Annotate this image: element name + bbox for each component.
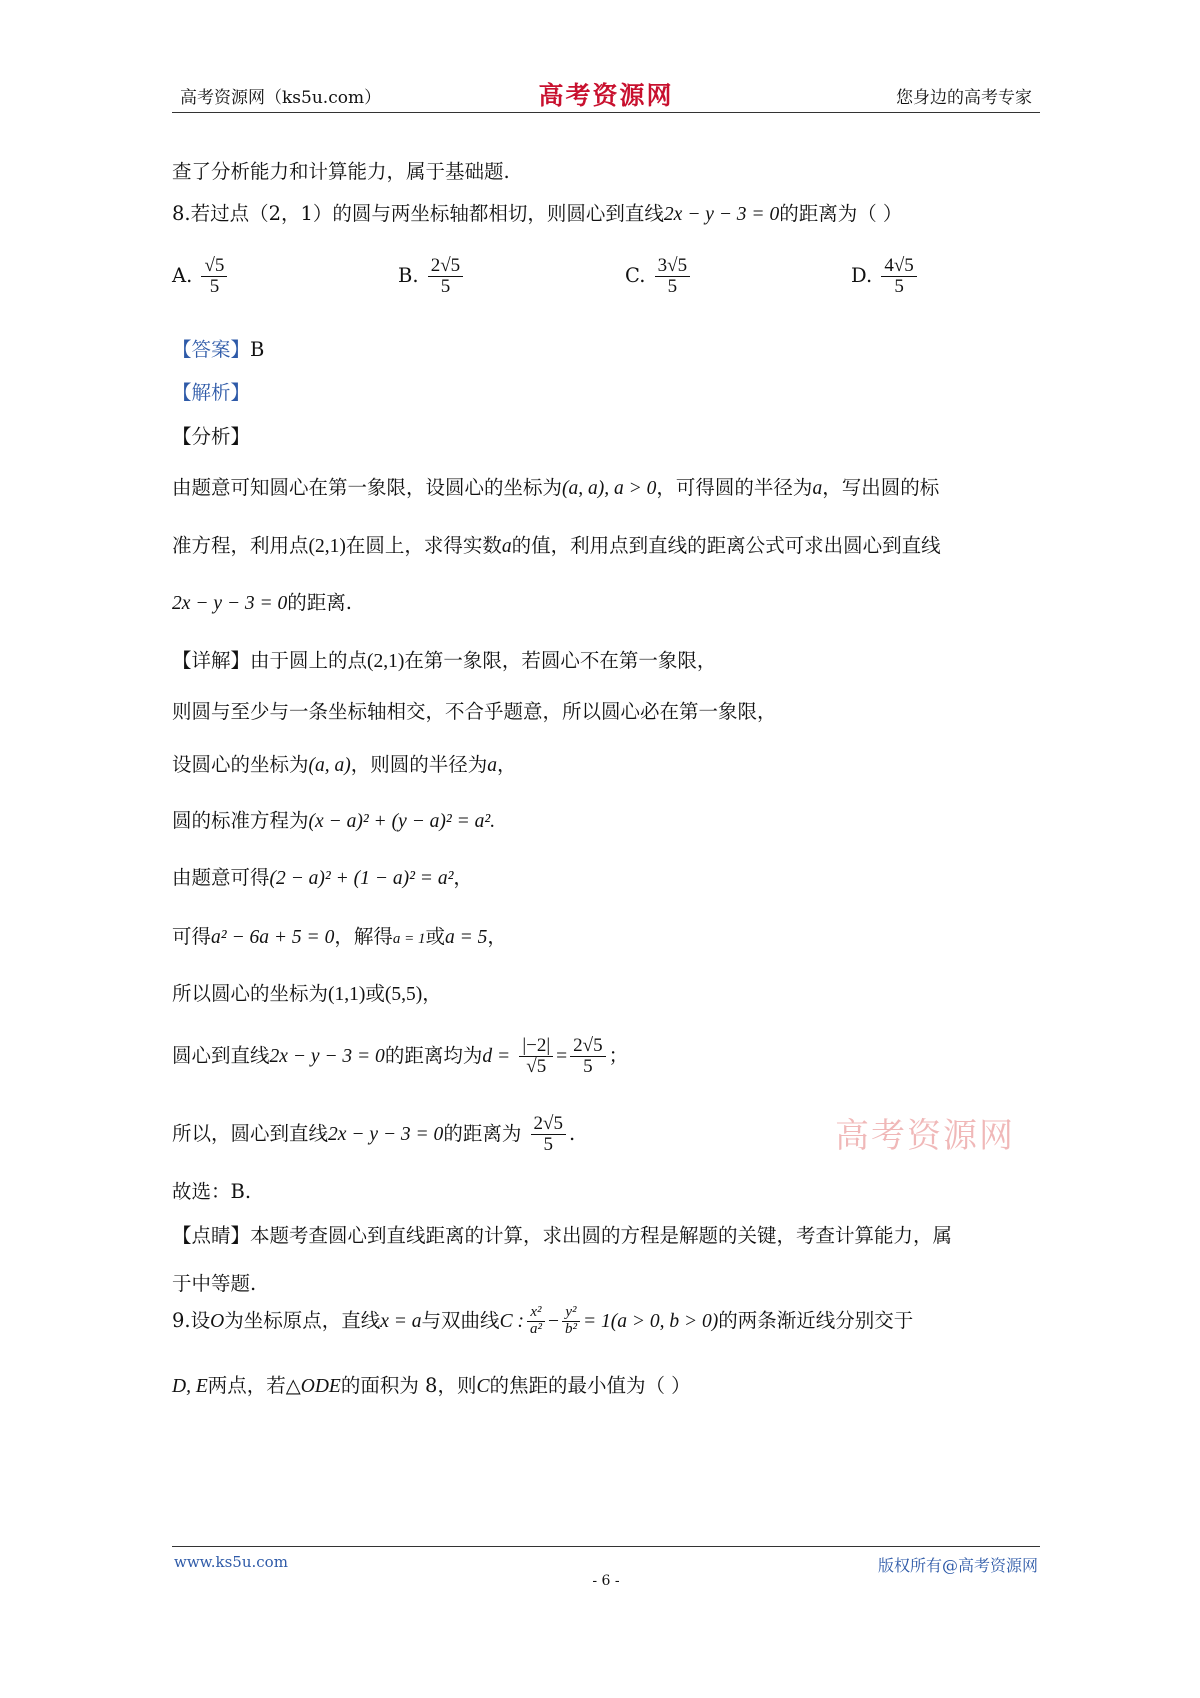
math: O: [210, 1311, 225, 1332]
math: d =: [482, 1045, 511, 1067]
page-number: - 6 -: [592, 1573, 620, 1589]
detail-line-9: [172, 1114, 575, 1155]
detail-line-12: 于中等题.: [172, 1272, 257, 1295]
jiexi-tag: 【解析】: [172, 381, 251, 404]
fraction: [562, 1305, 580, 1338]
text: 为坐标原点，直线: [224, 1309, 381, 1332]
math: =: [556, 1045, 568, 1067]
footer-link[interactable]: www.ks5u.com: [174, 1553, 288, 1571]
text: 【详解】由于圆上的点: [172, 649, 368, 672]
text: .: [568, 1121, 576, 1145]
detail-line-6: [172, 921, 507, 949]
text: ，写出圆的标: [822, 476, 940, 499]
numerator: √5: [201, 256, 227, 277]
text: 与双曲线: [421, 1309, 500, 1332]
text: 的距离.: [287, 591, 352, 614]
math: C: [476, 1376, 490, 1397]
fraction: [527, 1305, 545, 1338]
math: x = a: [380, 1311, 422, 1332]
denominator: 5: [894, 275, 904, 297]
denominator: 5: [583, 1055, 593, 1077]
option-label: A.: [172, 263, 193, 287]
text: 或: [365, 982, 385, 1005]
math: (2 − a)² + (1 − a)² = a²: [269, 868, 454, 889]
text: 由题意可得: [172, 866, 270, 889]
answer-value: B: [250, 338, 265, 361]
text: 准方程，利用点: [172, 534, 309, 557]
question-8: [172, 198, 902, 226]
denominator: 5: [667, 275, 678, 297]
detail-line-2: 则圆与至少与一条坐标轴相交，不合乎题意，所以圆心必在第一象限，: [172, 700, 777, 723]
text: 的值，利用点到直线的距离公式可求出圆心到直线: [511, 534, 941, 557]
text: ；: [608, 1043, 629, 1067]
math: (a, a), a > 0: [562, 478, 657, 499]
detail-line-3: [172, 749, 517, 777]
math: (2,1): [367, 651, 405, 672]
text: 所以圆心的坐标为: [172, 982, 329, 1005]
question-9-line-1: [172, 1305, 913, 1338]
fraction: [531, 1114, 566, 1155]
option-b: [398, 256, 466, 297]
detail-line-8: [172, 1036, 628, 1077]
text: 的两条渐近线分别交于: [718, 1309, 914, 1332]
text: 在第一象限，若圆心不在第一象限，: [404, 649, 717, 672]
header-logo: 高考资源网: [538, 81, 674, 110]
fraction: [519, 1036, 553, 1077]
math: a: [812, 478, 823, 499]
numerator: 2√5: [570, 1036, 605, 1057]
option-fraction: [655, 256, 690, 297]
text: 9.设: [172, 1309, 211, 1332]
analysis-line-1: [172, 472, 939, 500]
math: −: [547, 1311, 559, 1332]
denominator: √5: [526, 1055, 547, 1077]
text: 由题意可知圆心在第一象限，设圆心的坐标为: [172, 476, 563, 499]
math: (1,1): [328, 984, 366, 1005]
detail-line-4: [172, 805, 495, 833]
text: 的距离为: [443, 1121, 522, 1145]
option-label: D.: [851, 263, 873, 287]
text-line: 查了分析能力和计算能力，属于基础题.: [172, 160, 510, 183]
text: 圆的标准方程为: [172, 809, 309, 832]
text: 的距离均为: [384, 1043, 483, 1067]
text: 设圆心的坐标为: [172, 753, 309, 776]
fraction: [570, 1036, 605, 1077]
option-d: [851, 256, 920, 297]
numerator: x²: [527, 1305, 545, 1322]
detail-line-11: 【点睛】本题考查圆心到直线距离的计算，求出圆的方程是解题的关键，考查计算能力，属: [172, 1224, 953, 1247]
math: (5,5): [384, 984, 423, 1005]
q8-text-end: 的距离为（ ）: [779, 202, 903, 225]
denominator: a²: [529, 1321, 542, 1337]
detail-line-7: [172, 978, 442, 1006]
option-fraction: [428, 256, 463, 297]
numerator: 2√5: [428, 256, 463, 277]
math: a: [487, 755, 498, 776]
math: △ODE: [285, 1376, 341, 1397]
detail-line-5: [172, 862, 473, 890]
option-a: [172, 256, 230, 297]
text: ，解得: [334, 925, 393, 948]
page-header: [172, 78, 1040, 113]
option-label: C.: [625, 263, 646, 287]
denominator: 5: [543, 1133, 553, 1155]
math: a: [501, 536, 512, 557]
detail-line-1: [172, 645, 716, 673]
math: D, E: [172, 1376, 208, 1397]
numerator: 3√5: [655, 256, 690, 277]
math: 2x − y − 3 = 0: [172, 593, 288, 614]
math: C :: [499, 1311, 524, 1332]
math: 2x − y − 3 = 0: [328, 1123, 444, 1145]
numerator: y²: [562, 1305, 580, 1322]
numerator: 4√5: [881, 256, 916, 277]
text: 所以，圆心到直线: [172, 1121, 329, 1145]
q8-equation: 2x − y − 3 = 0: [663, 204, 780, 225]
text: 的面积为 8，则: [340, 1374, 477, 1397]
numerator: |−2|: [519, 1036, 553, 1057]
detail-line-10: 故选：B.: [172, 1180, 252, 1203]
answer-tag: 【答案】: [172, 338, 251, 361]
header-right: 您身边的高考专家: [896, 88, 1032, 108]
q8-text: 8.若过点（2，1）的圆与两坐标轴都相切，则圆心到直线: [172, 202, 664, 225]
header-left: 高考资源网（ks5u.com）: [180, 88, 382, 108]
math: (x − a)² + (y − a)² = a².: [308, 811, 496, 832]
analysis-line-2: [172, 530, 941, 558]
text: 两点，若: [207, 1374, 286, 1397]
text: ，: [422, 982, 442, 1005]
analysis-line-3: [172, 587, 352, 615]
fenxi-tag: 【分析】: [172, 425, 251, 448]
text: 可得: [172, 925, 212, 948]
math: a² − 6a + 5 = 0: [211, 927, 335, 948]
text: 或: [425, 925, 445, 948]
option-label: B.: [398, 263, 419, 287]
text: ，则圆的半径为: [350, 753, 488, 776]
denominator: 5: [209, 275, 220, 297]
math: a = 5: [445, 927, 488, 948]
text: 在圆上，求得实数: [345, 534, 502, 557]
answer-line: [172, 334, 264, 362]
text: 的焦距的最小值为（ ）: [489, 1374, 691, 1397]
text: ，可得圆的半径为: [656, 476, 813, 499]
watermark: 高考资源网: [835, 1116, 1015, 1156]
text: ，: [453, 866, 473, 889]
math: (a, a): [308, 755, 351, 776]
math: = 1(a > 0, b > 0): [582, 1311, 719, 1332]
option-fraction: [201, 256, 227, 297]
math: (2,1): [308, 536, 346, 557]
text: 圆心到直线: [172, 1043, 270, 1067]
text: ，: [497, 753, 517, 776]
footer-copyright: 版权所有@高考资源网: [877, 1556, 1038, 1575]
math: 2x − y − 3 = 0: [269, 1045, 385, 1067]
text: ，: [487, 925, 507, 948]
option-fraction: [881, 256, 916, 297]
option-c: [625, 256, 693, 297]
numerator: 2√5: [531, 1114, 566, 1135]
denominator: 5: [440, 275, 451, 297]
math: a = 1: [392, 931, 426, 947]
question-9-line-2: [172, 1370, 691, 1398]
denominator: b²: [564, 1321, 577, 1337]
page-footer: [172, 1546, 1040, 1589]
